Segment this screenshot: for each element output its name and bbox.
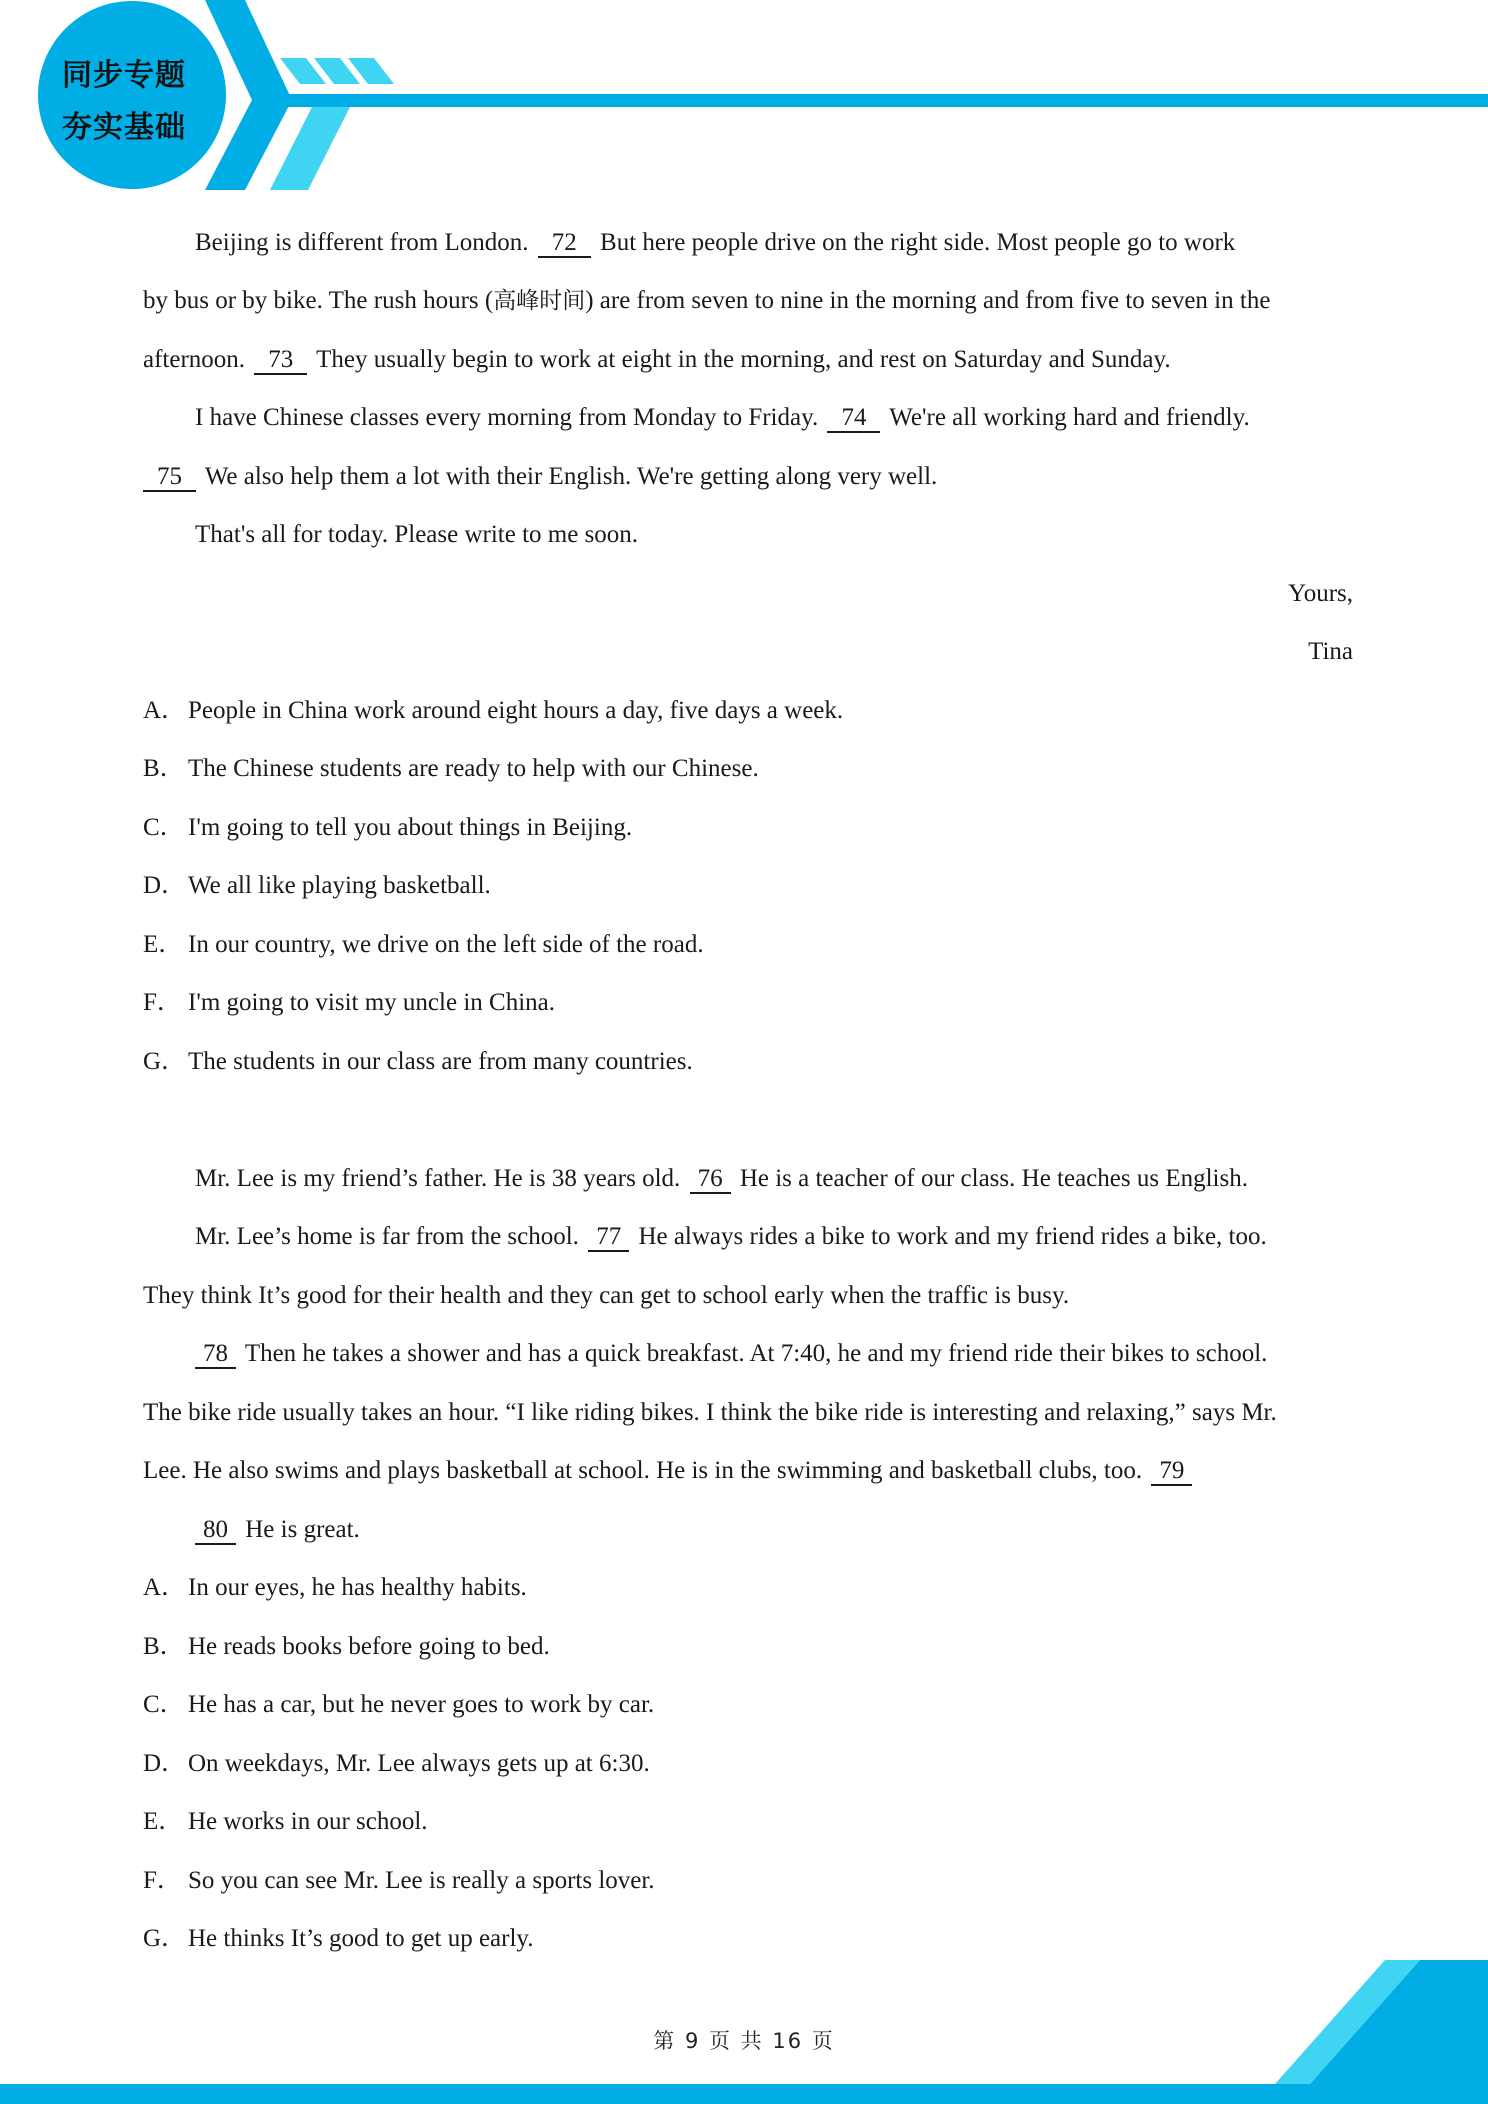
option-item: B． The Chinese students are ready to help with our Chinese. <box>143 755 759 782</box>
blank-79: 79 <box>1151 1458 1192 1486</box>
option-item: A．People in China work around eight hours a day, five days a week. <box>143 697 844 724</box>
option-item: D．On weekdays, Mr. Lee always gets up at 6:30. <box>143 1750 650 1777</box>
passage2-line: 78 Then he takes a shower and has a quick breakfast. At 7:40, he and my friend ride their bikes to school. <box>195 1337 1267 1371</box>
header-chevron-accent <box>270 107 350 190</box>
option-item: E． He works in our school. <box>143 1808 428 1835</box>
passage2-line: The bike ride usually takes an hour. “I like riding bikes. I think the bike ride is interesting and relaxing,” says Mr. <box>143 1399 1277 1426</box>
passage1-line: 75 We also help them a lot with their English. We're getting along very well. <box>143 460 937 494</box>
passage1-line: afternoon. 73 They usually begin to work at eight in the morning, and rest on Saturday and Sunday. <box>143 346 1171 373</box>
option-item: G．The students in our class are from many countries. <box>143 1048 693 1075</box>
passage2-line: 80 He is great. <box>195 1513 360 1547</box>
passage2-line: They think It’s good for their health and they can get to school early when the traffic is busy. <box>143 1282 1070 1309</box>
blank-77: 77 <box>588 1224 629 1252</box>
footer-bar <box>0 2084 1488 2104</box>
option-item: G．He thinks It’s good to get up early. <box>143 1925 534 1952</box>
passage2-line: Lee. He also swims and plays basketball at school. He is in the swimming and basketball clubs, too. 79 <box>143 1454 1195 1488</box>
header-bar <box>260 94 1488 107</box>
passage2-line: Mr. Lee’s home is far from the school. 77 He always rides a bike to work and my friend rides a bike, too. <box>195 1223 1267 1250</box>
option-item: B． He reads books before going to bed. <box>143 1633 550 1660</box>
blank-78: 78 <box>195 1341 236 1369</box>
option-item: A．In our eyes, he has healthy habits. <box>143 1574 527 1601</box>
blank-72: 72 <box>538 230 591 258</box>
badge-line-1: 同步专题 <box>62 58 186 93</box>
badge-line-2: 夯实基础 <box>62 110 186 145</box>
blank-80: 80 <box>195 1517 236 1545</box>
cjk-gloss: 高峰时间 <box>493 288 586 314</box>
option-item: F． I'm going to visit my uncle in China. <box>143 989 555 1016</box>
blank-75: 75 <box>143 464 196 492</box>
passage1-line: I have Chinese classes every morning from Monday to Friday. 74 We're all working hard and friendly. <box>195 404 1250 431</box>
option-item: C． I'm going to tell you about things in Beijing. <box>143 814 633 841</box>
letter-signature: Tina <box>1308 638 1353 665</box>
passage2-line: Mr. Lee is my friend’s father. He is 38 years old. 76 He is a teacher of our class. He teaches us English. <box>195 1165 1248 1192</box>
option-item: D．We all like playing basketball. <box>143 872 491 899</box>
passage1-line: by bus or by bike. The rush hours (高峰时间) are from seven to nine in the morning and from five to seven in the <box>143 287 1271 314</box>
blank-74: 74 <box>827 405 880 433</box>
header-badge-title <box>36 50 212 154</box>
option-item: C． He has a car, but he never goes to work by car. <box>143 1691 655 1718</box>
blank-73: 73 <box>254 347 307 375</box>
page-number: 第 9 页 共 16 页 <box>653 2029 835 2053</box>
option-item: F． So you can see Mr. Lee is really a sports lover. <box>143 1867 655 1894</box>
passage1-line: That's all for today. Please write to me soon. <box>195 521 639 548</box>
option-item: E． In our country, we drive on the left side of the road. <box>143 931 704 958</box>
passage1-line: Beijing is different from London. 72 But here people drive on the right side. Most people go to work <box>195 229 1236 256</box>
letter-closing: Yours, <box>1288 580 1353 607</box>
header-banner <box>0 0 1488 200</box>
blank-76: 76 <box>690 1166 731 1194</box>
